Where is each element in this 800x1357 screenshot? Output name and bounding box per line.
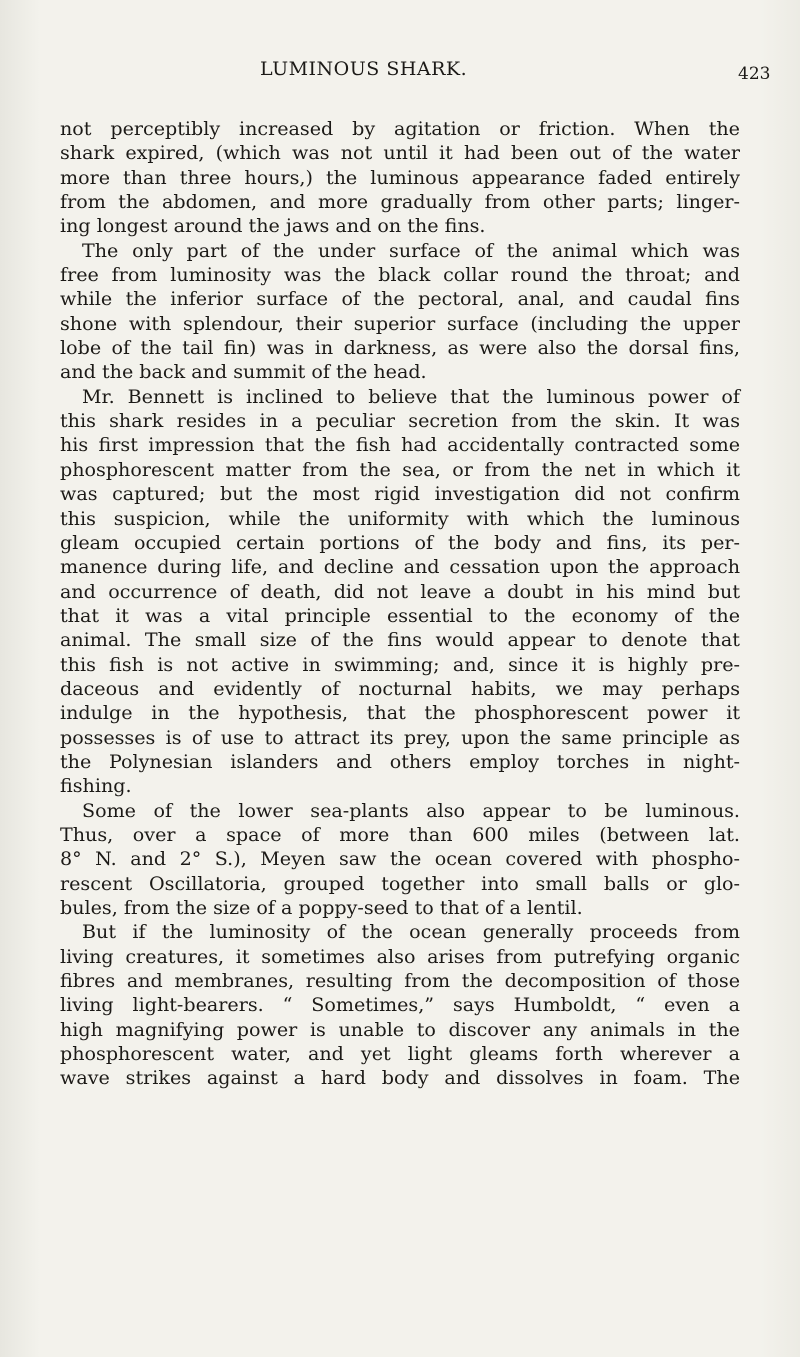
text-line: shark expired, (which was not until it had been out of the water xyxy=(60,141,740,165)
text-line: possesses is of use to attract its prey, upon the same principle as xyxy=(60,725,740,749)
text-line: lobe of the tail fin) was in darkness, as were also the dorsal fins, xyxy=(60,336,740,360)
text-line: and occurrence of death, did not leave a doubt in his mind but xyxy=(60,579,740,603)
text-line: from the abdomen, and more gradually from other parts; linger- xyxy=(60,190,740,214)
text-line: this shark resides in a peculiar secretion from the skin. It was xyxy=(60,409,740,433)
text-line: living creatures, it sometimes also arises from putrefying organic xyxy=(60,944,740,968)
text-line: wave strikes against a hard body and dissolves in foam. The xyxy=(60,1066,740,1090)
text-line: this suspicion, while the uniformity with which the luminous xyxy=(60,506,740,530)
text-line: his first impression that the fish had accidentally contracted some xyxy=(60,433,740,457)
text-line: indulge in the hypothesis, that the phosphorescent power it xyxy=(60,701,740,725)
text-line: high magnifying power is unable to discover any animals in the xyxy=(60,1017,740,1041)
text-line: while the inferior surface of the pectoral, anal, and caudal fins xyxy=(60,287,740,311)
text-line: manence during life, and decline and cessation upon the approach xyxy=(60,555,740,579)
text-line: shone with splendour, their superior surface (including the upper xyxy=(60,311,740,335)
text-line: phosphorescent water, and yet light gleams forth wherever a xyxy=(60,1042,740,1066)
text-line: Mr. Bennett is inclined to believe that the luminous power of xyxy=(82,384,740,408)
text-line: ing longest around the jaws and on the fins. xyxy=(60,214,486,238)
running-head xyxy=(0,58,800,88)
text-line: this fish is not active in swimming; and, since it is highly pre- xyxy=(60,652,740,676)
text-line: daceous and evidently of nocturnal habits, we may perhaps xyxy=(60,676,740,700)
text-line: gleam occupied certain portions of the body and fins, its per- xyxy=(60,530,740,554)
text-line: Thus, over a space of more than 600 miles (between lat. xyxy=(60,822,740,846)
page-number: 423 xyxy=(738,64,771,84)
text-line: animal. The small size of the fins would appear to denote that xyxy=(60,628,740,652)
text-line: The only part of the under surface of the animal which was xyxy=(82,238,740,262)
text-line: 8° N. and 2° S.), Meyen saw the ocean covered with phospho- xyxy=(60,847,740,871)
text-line: Some of the lower sea-plants also appear to be luminous. xyxy=(82,798,740,822)
text-line: was captured; but the most rigid investigation did not confirm xyxy=(60,482,740,506)
text-line: bules, from the size of a poppy-seed to that of a lentil. xyxy=(60,896,583,919)
text-line: phosphorescent matter from the sea, or from the net in which it xyxy=(60,457,740,481)
text-line: the Polynesian islanders and others employ torches in night- xyxy=(60,749,740,773)
text-line: living light-bearers. “ Sometimes,” says Humboldt, “ even a xyxy=(60,993,740,1017)
text-line: more than three hours,) the luminous appearance faded entirely xyxy=(60,165,740,189)
body-text xyxy=(60,117,740,1091)
text-line: But if the luminosity of the ocean generally proceeds from xyxy=(82,920,740,944)
text-line: rescent Oscillatoria, grouped together into small balls or glo- xyxy=(60,871,740,895)
text-line: fishing. xyxy=(60,774,132,798)
text-line: that it was a vital principle essential to the economy of the xyxy=(60,603,740,627)
running-title: LUMINOUS SHARK. xyxy=(260,58,468,80)
text-line: free from luminosity was the black collar round the throat; and xyxy=(60,263,740,287)
text-line: not perceptibly increased by agitation or friction. When the xyxy=(60,117,740,140)
text-line: and the back and summit of the head. xyxy=(60,360,427,384)
text-line: fibres and membranes, resulting from the decomposition of those xyxy=(60,969,740,993)
